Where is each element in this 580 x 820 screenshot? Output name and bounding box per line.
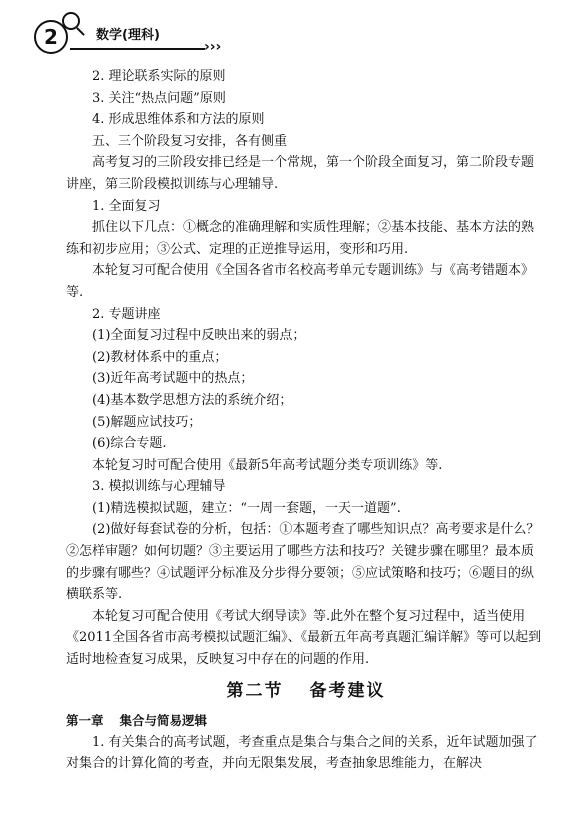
subheading-lectures: 2. 专题讲座: [92, 306, 161, 322]
subheading-mock: 3. 模拟训练与心理辅导: [92, 479, 226, 495]
paragraph-books-3: 本轮复习可配合使用《考试大纲导读》等.此外在整个复习过程中，适当使用《2011全国各省市高考模拟试题汇编》、《最新五年高考真题汇编详解》等可以起到适时地检查复习成果，反映复习中存在的问题的作用.: [66, 608, 542, 668]
subheading-review: 1. 全面复习: [92, 198, 161, 214]
heading-five: 五、三个阶段复习安排，各有侧重: [92, 133, 288, 149]
section-number: 第二节: [226, 680, 284, 701]
page-header: [0, 0, 300, 70]
list-item: (1)精选模拟试题，建立：“一周一套题，一天一道题”.: [92, 500, 401, 516]
chapter-heading: 集合与简易逻辑: [119, 713, 208, 729]
section-title: [66, 681, 546, 703]
list-item: (4)基本数学思想方法的系统介绍；: [92, 392, 293, 408]
principle-2: 2. 理论联系实际的原则: [92, 69, 226, 84]
list-item: (5)解题应试技巧；: [92, 414, 202, 430]
list-item: (1)全面复习过程中反映出来的弱点；: [92, 328, 306, 344]
list-item: (6)综合专题.: [92, 436, 167, 452]
paragraph-points: 抓住以下几点：①概念的准确理解和实质性理解；②基本技能、基本方法的熟练和初步应用；③公式、定理的正逆推导运用，变形和巧用.: [66, 220, 535, 257]
page-number: 2: [34, 20, 68, 54]
principle-3: 3. 关注“热点问题”原则: [92, 90, 226, 106]
chapter-number: 第一章: [66, 713, 104, 729]
header-rule: [70, 48, 205, 50]
section-heading: 备考建议: [309, 680, 386, 701]
magnifier-handle: [76, 27, 84, 35]
paragraph-books-1: 本轮复习可配合使用《全国各省市名校高考单元专题训练》与《高考错题本》等.: [66, 263, 535, 300]
page-body: [66, 66, 546, 775]
list-item: (3)近年高考试题中的热点；: [92, 371, 254, 387]
paragraph-analysis: (2)做好每套试卷的分析，包括：①本题考查了哪些知识点？高考要求是什么？②怎样审题？如何切题？③主要运用了哪些方法和技巧？关键步骤在哪里？最本质的步骤有哪些？④试题评分标准及分步得分要领；⑤应试策略和技巧；⑥题目的纵横联系等.: [66, 522, 540, 603]
paragraph-books-2: 本轮复习时可配合使用《最新5年高考试题分类专项训练》等.: [92, 457, 443, 473]
chapter-title: [66, 710, 546, 732]
list-item: (2)教材体系中的重点；: [92, 349, 228, 365]
arrow-chevrons-icon: ›››: [204, 39, 222, 55]
paragraph-sets: 1. 有关集合的高考试题，考查重点是集合与集合之间的关系，近年试题加强了对集合的计算化简的考查，并向无限集发展，考查抽象思维能力，在解决: [66, 734, 538, 772]
principle-4: 4. 形成思维体系和方法的原则: [92, 112, 265, 128]
paragraph-intro: 高考复习的三阶段安排已经是一个常规，第一个阶段全面复习，第二阶段专题讲座，第三阶段模拟训练与心理辅导.: [66, 155, 535, 192]
subject-title: 数学(理科): [96, 28, 160, 43]
